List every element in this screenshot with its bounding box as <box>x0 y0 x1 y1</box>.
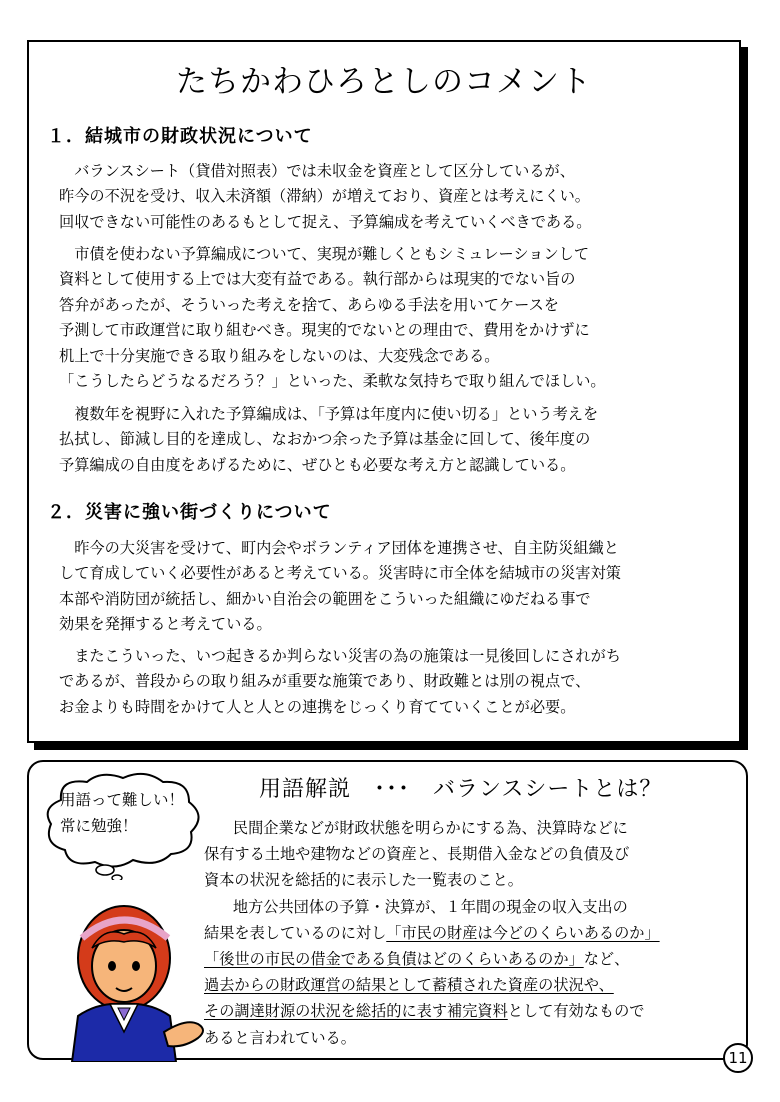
finance-paragraph-3: 複数年を視野に入れた予算編成は、「予算は年度内に使い切る」という考えを 払拭し、節減し目的を達成し、なおかつ余った予算は基金に回して、後年度の 予算編成の自由度をあげるために、ぜひとも必要な考え方と認識している。 <box>59 405 599 474</box>
section-heading-disaster: ２．災害に強い街づくりについて <box>47 502 332 523</box>
glossary-title: 用語解説 ･･･ バランスシートとは？ <box>259 777 663 802</box>
comment-box <box>27 40 741 743</box>
glossary-box <box>27 760 748 1060</box>
section-heading-finance: １．結城市の財政状況について <box>47 126 313 147</box>
underlined-phrase: その調達財源の状況を総括的に表す補完資料 <box>204 1002 508 1021</box>
finance-paragraph-2: 市債を使わない予算編成について、実現が難しくともシミュレーションして 資料として使用する上では大変有益である。執行部からは現実的でない旨の 答弁があったが、そういった考えを捨て、あらゆる手法を用いてケースを 予測して市政運営に取り組むべき。現実的でないとの理由で、費用をかけずに 机上で十分実施できる取り組みをしないのは、大変残念である。 「こうしたらどうなるだろう？」といった、柔軟な気持ちで取り組んでほしい。 <box>59 245 606 391</box>
disaster-paragraph-1: 昨今の大災害を受けて、町内会やボランティア団体を連携させ、自主防災組織と して育成していく必要性があると考えている。災害時に市全体を結城市の災害対策 本部や消防団が統括し、細かい自治会の範囲をこういった組織にゆだねる事で 効果を発揮すると考えている。 <box>59 539 621 634</box>
finance-paragraph-1: バランスシート（貸借対照表）では未収金を資産として区分しているが、 昨今の不況を受け、収入未済額（滞納）が増えており、資産とは考えにくい。 回収できない可能性のあるもとして捉え、予算編成を考えていくべきである。 <box>59 162 592 231</box>
girl-character-icon <box>64 892 214 1062</box>
underlined-phrase: 「市民の財産は今どのくらいあるのか」 <box>386 923 660 942</box>
page-title: たちかわひろとしのコメント <box>176 64 592 100</box>
glossary-text: 民間企業などが財政状態を明らかにする為、決算時などに 保有する土地や建物などの資産と、長期借入金などの負債及び 資本の状況を総括的に表示した一覧表のこと。 地方公共団体の予算・決算が、１年間の現金の収入支出の 結果を表しているのに対し「市民の財産は今どのくらいあるのか」 「後世の市民の借金である負債はどのくらいあるのか」など、 過去からの財政運営の結果として蓄積された資産の状況や、 その調達財源の状況を総括的に表す補完資料として有効なもので あると言われている。 <box>204 819 660 1047</box>
disaster-paragraph-2: またこういった、いつ起きるか判らない災害の為の施策は一見後回しにされがち であるが、普段からの取り組みが重要な施策であり、財政難とは別の視点で、 お金よりも時間をかけて人と人との連携をじっくり育てていくことが必要。 <box>59 647 621 716</box>
underlined-phrase: 過去からの財政運営の結果として蓄積された資産の状況や、 <box>204 976 614 995</box>
bubble-text: 用語って難しい！ 常に勉強！ <box>60 791 185 835</box>
underlined-phrase: 「後世の市民の借金である負債はどのくらいあるのか」 <box>204 950 584 969</box>
page-number: 11 <box>723 1043 753 1073</box>
